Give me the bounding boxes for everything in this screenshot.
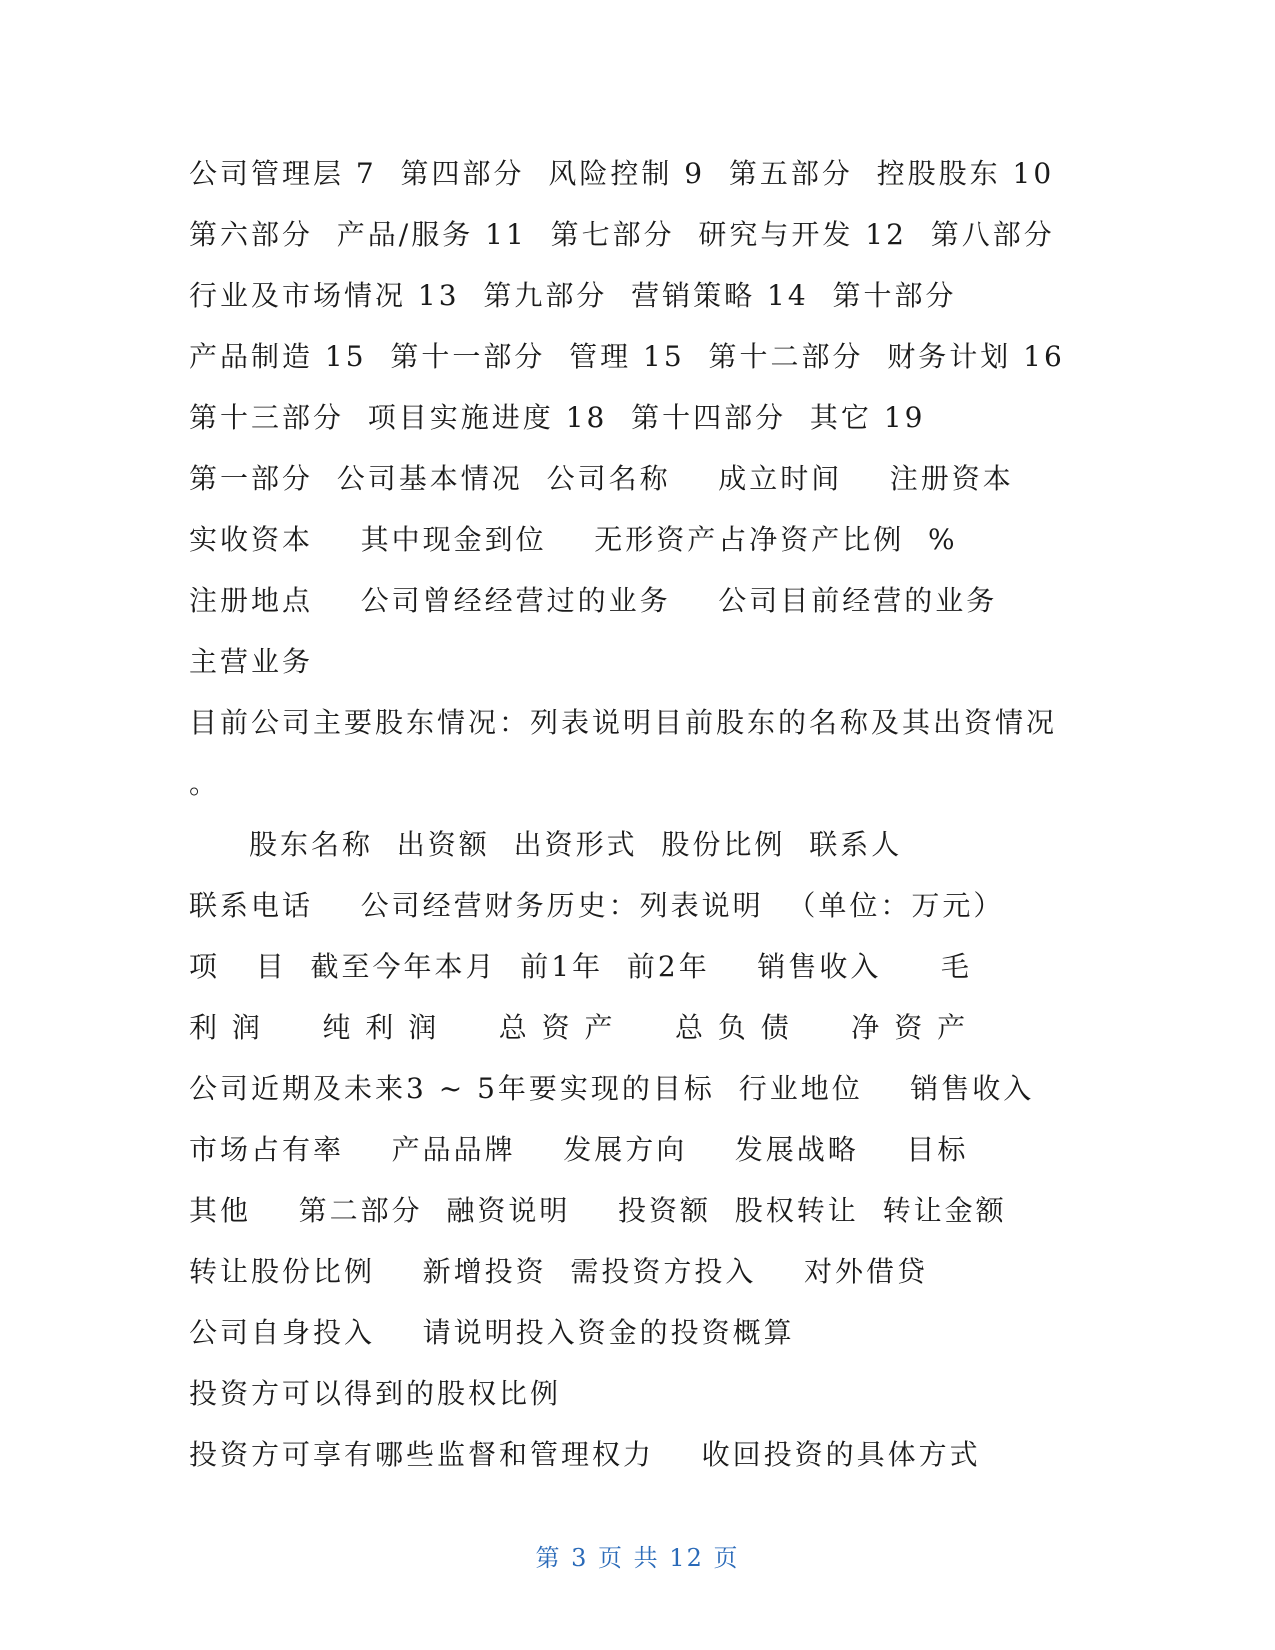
document-body [189,143,1089,1485]
text-line: 公司管理层 7 第四部分 风险控制 9 第五部分 控股股东 10 [189,157,1055,190]
text-line: 第六部分 产品/服务 11 第七部分 研究与开发 12 第八部分 [189,218,1055,251]
text-line: 公司近期及未来3 ~ 5年要实现的目标 行业地位 销售收入 [189,1072,1035,1105]
text-line: 注册地点 公司曾经经营过的业务 公司目前经营的业务 [189,584,998,617]
text-line: 实收资本 其中现金到位 无形资产占净资产比例 % [189,523,958,556]
text-line: 股东名称 出资额 出资形式 股份比例 联系人 [249,828,903,861]
text-line: 利 润 纯 利 润 总 资 产 总 负 债 净 资 产 [189,1011,969,1044]
text-line: 目前公司主要股东情况：列表说明目前股东的名称及其出资情况 [189,706,1058,739]
text-line: 主营业务 [189,645,314,678]
text-line: 项 目 截至今年本月 前1年 前2年 销售收入 毛 [189,950,972,983]
text-line: 投资方可以得到的股权比例 [189,1377,562,1410]
text-line: 其他 第二部分 融资说明 投资额 股权转让 转让金额 [189,1194,1007,1227]
page-number-footer: 第 3 页 共 12 页 [535,1544,740,1572]
text-line: 转让股份比例 新增投资 需投资方投入 对外借贷 [189,1255,929,1288]
text-line: 。 [189,767,221,800]
text-line: 市场占有率 产品品牌 发展方向 发展战略 目标 [189,1133,969,1166]
text-line: 行业及市场情况 13 第九部分 营销策略 14 第十部分 [189,279,957,312]
text-line: 产品制造 15 第十一部分 管理 15 第十二部分 财务计划 16 [189,340,1065,373]
text-line: 投资方可享有哪些监督和管理权力 收回投资的具体方式 [189,1438,981,1471]
text-line: 公司自身投入 请说明投入资金的投资概算 [189,1316,795,1349]
text-line: 第十三部分 项目实施进度 18 第十四部分 其它 19 [189,401,926,434]
text-line: 联系电话 公司经营财务历史：列表说明 （单位：万元） [189,889,1005,922]
text-line: 第一部分 公司基本情况 公司名称 成立时间 注册资本 [189,462,1014,495]
